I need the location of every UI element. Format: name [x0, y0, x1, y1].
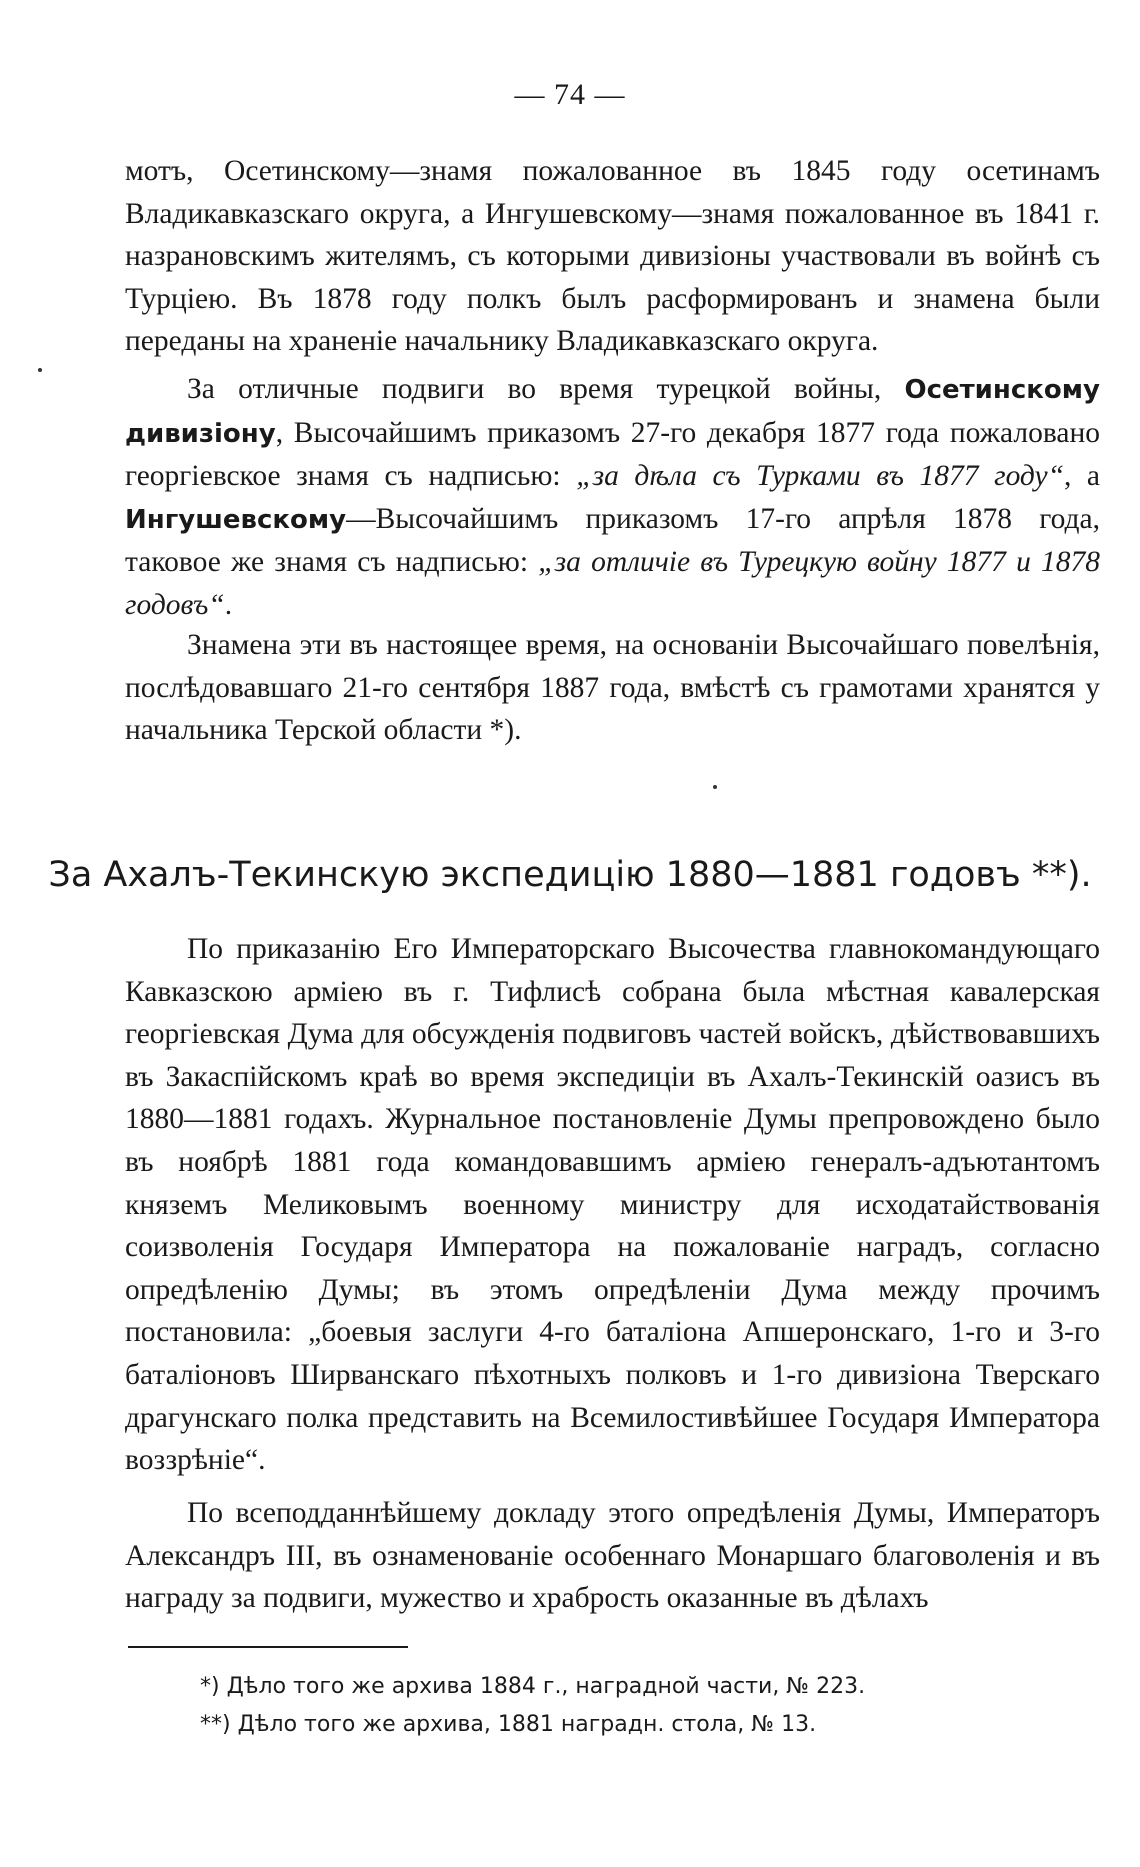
- ingush-division-name: Ингушевскому: [125, 504, 347, 535]
- paragraph-5: [125, 1492, 1100, 1620]
- paragraph-1: [125, 150, 1100, 363]
- paragraph-3-text: Знамена эти въ настоящее время, на основаніи Высочайшаго повелѣнія, послѣдовавшаго 21-го сентября 1887 года, вмѣстѣ съ грамотами хранятся у начальника Терской области *).: [125, 629, 1100, 747]
- paragraph-5-text: По всеподданнѣйшему докладу этого опредѣленія Думы, Императоръ Александръ III, въ ознаменованіе особеннаго Монаршаго благоволенія и въ награду за подвиги, мужество и храбрость оказанные въ дѣлахъ: [125, 1497, 1100, 1615]
- paragraph-1-text: мотъ, Осетинскому—знамя пожалованное въ 1845 году осетинамъ Владикавказскаго округа, а Ингушевскому—знамя пожалованное въ 1841 г. назрановскимъ жителямъ, съ которыми дивизіоны участвовали въ войнѣ съ Турціею. Въ 1878 году полкъ былъ расформированъ и знамена были переданы на храненіе начальнику Владикавказскаго округа.: [125, 155, 1100, 358]
- flag-inscription-1: „за дѣла съ Турками въ 1877 году“: [576, 460, 1064, 493]
- page-number: — 74 —: [514, 78, 626, 111]
- ossetian-division-name: Осетинскому дивизіону: [125, 375, 1100, 449]
- paragraph-2-text-4: —Высочайшимъ приказомъ 17-го апрѣля 1878 года, таковое же знамя съ надписью:: [125, 502, 1100, 579]
- section-heading: За Ахалъ-Текинскую экспедицію 1880—1881 годовъ **).: [48, 855, 1092, 895]
- paragraph-2-text-2: , Высочайшимъ приказомъ 27-го декабря 1877 года пожаловано георгіевское знамя съ надписью:: [125, 416, 1100, 493]
- paragraph-2: [125, 368, 1100, 627]
- paragraph-3: [125, 624, 1100, 752]
- paragraph-2-text-3: , а: [1063, 460, 1101, 493]
- footnote-2: **) Дѣло того же архива, 1881 наградн. стола, № 13.: [200, 1712, 817, 1737]
- paragraph-2-text-1: За отличные подвиги во время турецкой войны,: [187, 373, 905, 405]
- flag-inscription-2: „за отличіе въ Турецкую войну 1877 и 1878 годовъ“: [125, 546, 1100, 621]
- footnote-1: *) Дѣло того же архива 1884 г., наградной части, № 223.: [200, 1674, 866, 1699]
- footnotes: [200, 1668, 1080, 1744]
- paragraph-4: [125, 928, 1100, 1482]
- print-speck: [38, 368, 42, 372]
- paragraph-2-text-5: .: [224, 588, 233, 621]
- print-speck: [713, 785, 717, 789]
- paragraph-4-text: По приказанію Его Императорскаго Высочества главнокомандующаго Кавказскою арміею въ г. Тифлисѣ собрана была мѣстная кавалерская георгіевская Дума для обсужденія подвиговъ частей войскъ, дѣйствовавшихъ въ Закаспійскомъ краѣ во время экспедиціи въ Ахалъ-Текинскій оазисъ въ 1880—1881 годахъ. Журнальное постановленіе Думы препровождено было въ ноябрѣ 1881 года командовавшимъ арміею генералъ-адъютантомъ княземъ Меликовымъ военному министру для исходатайствованія соизволенія Государя Императора на пожалованіе наградъ, согласно опредѣленію Думы; въ этомъ опредѣленіи Дума между прочимъ постановила: „боевыя заслуги 4-го баталіона Апшеронскаго, 1-го и 3-го баталіоновъ Ширванскаго пѣхотныхъ полковъ и 1-го дивизіона Тверскаго драгунскаго полка представить на Всемилостивѣйшее Государя Императора воззрѣніе“.: [125, 933, 1100, 1477]
- footnote-divider: [128, 1646, 408, 1648]
